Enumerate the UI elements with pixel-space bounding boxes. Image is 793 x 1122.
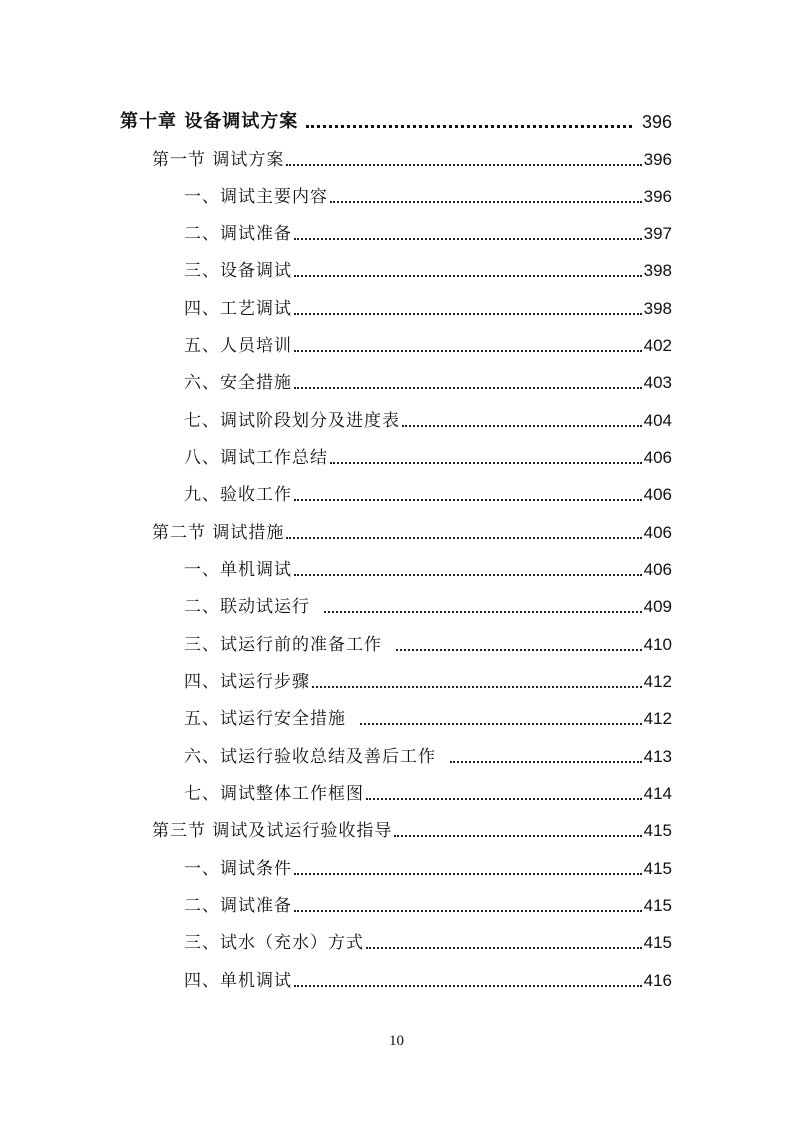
toc-item-label: 一、单机调试 [184,560,292,580]
toc-item[interactable] [184,775,672,805]
toc-chapter[interactable] [120,103,672,133]
dot-leader [312,686,642,688]
toc-item[interactable] [184,252,672,282]
toc-chapter-page: 396 [641,112,672,132]
toc-item-page: 413 [643,747,672,766]
toc-item-page: 412 [643,672,672,691]
toc-item[interactable] [184,663,672,693]
toc-section[interactable] [152,812,672,842]
toc-item[interactable] [184,551,672,581]
toc-item[interactable] [184,700,672,730]
toc-item-label: 二、调试准备 [184,224,292,244]
toc-section-label: 第二节 调试措施 [152,523,285,543]
toc-item-label: 四、试运行步骤 [184,672,310,692]
dot-leader [324,611,642,613]
toc-item-label: 二、调试准备 [184,896,292,916]
toc-item-page: 414 [643,784,672,803]
toc-item[interactable] [184,626,672,656]
toc-section-page: 406 [643,523,672,542]
dot-leader [294,350,642,352]
dot-leader [286,537,641,539]
toc-item-page: 410 [643,635,672,654]
toc-item-label: 八、调试工作总结 [184,448,328,468]
toc-item-label: 一、调试条件 [184,859,292,879]
dot-leader [402,425,642,427]
toc-item-label: 六、安全措施 [184,373,292,393]
toc-item[interactable] [184,215,672,245]
footer-page-number: 10 [389,1033,404,1049]
dot-leader [330,462,642,464]
dot-leader [330,201,642,203]
dot-leader [294,275,642,277]
dot-leader [394,835,641,837]
dot-leader [294,387,642,389]
toc-item-label: 三、试水（充水）方式 [184,933,364,953]
dot-leader [294,574,642,576]
toc-item-page: 406 [643,448,672,467]
toc-item-page: 396 [643,187,672,206]
toc-item-page: 409 [643,597,672,616]
dot-leader [450,761,642,763]
toc-section-page: 396 [643,150,672,169]
toc-item-label: 九、验收工作 [184,485,292,505]
toc-item-label: 五、试运行安全措施 [184,709,346,729]
toc-item[interactable] [184,439,672,469]
toc-item[interactable] [184,588,672,618]
dot-leader [294,873,642,875]
toc-item[interactable] [184,364,672,394]
dot-leader [286,164,641,166]
toc-item-page: 415 [643,859,672,878]
toc-item[interactable] [184,962,672,992]
toc-item-page: 416 [643,971,672,990]
toc-item[interactable] [184,178,672,208]
toc-item[interactable] [184,738,672,768]
toc-item-label: 六、试运行验收总结及善后工作 [184,747,436,767]
toc-chapter-label: 第十章 设备调试方案 [120,111,299,132]
toc-item-label: 七、调试阶段划分及进度表 [184,411,400,431]
toc-section[interactable] [152,141,672,171]
dot-leader [366,947,642,949]
dot-leader [294,313,642,315]
dot-leader [294,985,642,987]
dot-leader [360,723,642,725]
toc-item-page: 406 [643,560,672,579]
toc-item[interactable] [184,887,672,917]
toc-section-label: 第一节 调试方案 [152,150,285,170]
toc-item-page: 404 [643,411,672,430]
dot-leader [366,798,642,800]
toc-item-label: 三、设备调试 [184,261,292,281]
dot-leader [294,238,642,240]
toc-section[interactable] [152,514,672,544]
toc-item-page: 398 [643,299,672,318]
toc-item[interactable] [184,924,672,954]
toc-item-label: 五、人员培训 [184,336,292,356]
toc-item-page: 398 [643,261,672,280]
dot-leader [396,649,642,651]
dot-leader [294,910,642,912]
toc-item-page: 403 [643,373,672,392]
toc-item[interactable] [184,327,672,357]
toc-item-label: 四、单机调试 [184,971,292,991]
toc-item-page: 415 [643,933,672,952]
toc-item-label: 七、调试整体工作框图 [184,784,364,804]
toc-item-page: 412 [643,709,672,728]
toc-section-label: 第三节 调试及试运行验收指导 [152,821,393,841]
toc-item-page: 402 [643,336,672,355]
toc-item[interactable] [184,402,672,432]
toc-item-label: 二、联动试运行 [184,597,310,617]
toc-item[interactable] [184,850,672,880]
dot-leader [294,499,642,501]
toc-item-label: 一、调试主要内容 [184,187,328,207]
toc-section-page: 415 [643,821,672,840]
toc-item-page: 397 [643,224,672,243]
toc-item-label: 四、工艺调试 [184,299,292,319]
toc-item-page: 415 [643,896,672,915]
toc-item[interactable] [184,290,672,320]
dot-leader [306,125,632,128]
toc-item-page: 406 [643,485,672,504]
toc-item-label: 三、试运行前的准备工作 [184,635,382,655]
toc-item[interactable] [184,476,672,506]
